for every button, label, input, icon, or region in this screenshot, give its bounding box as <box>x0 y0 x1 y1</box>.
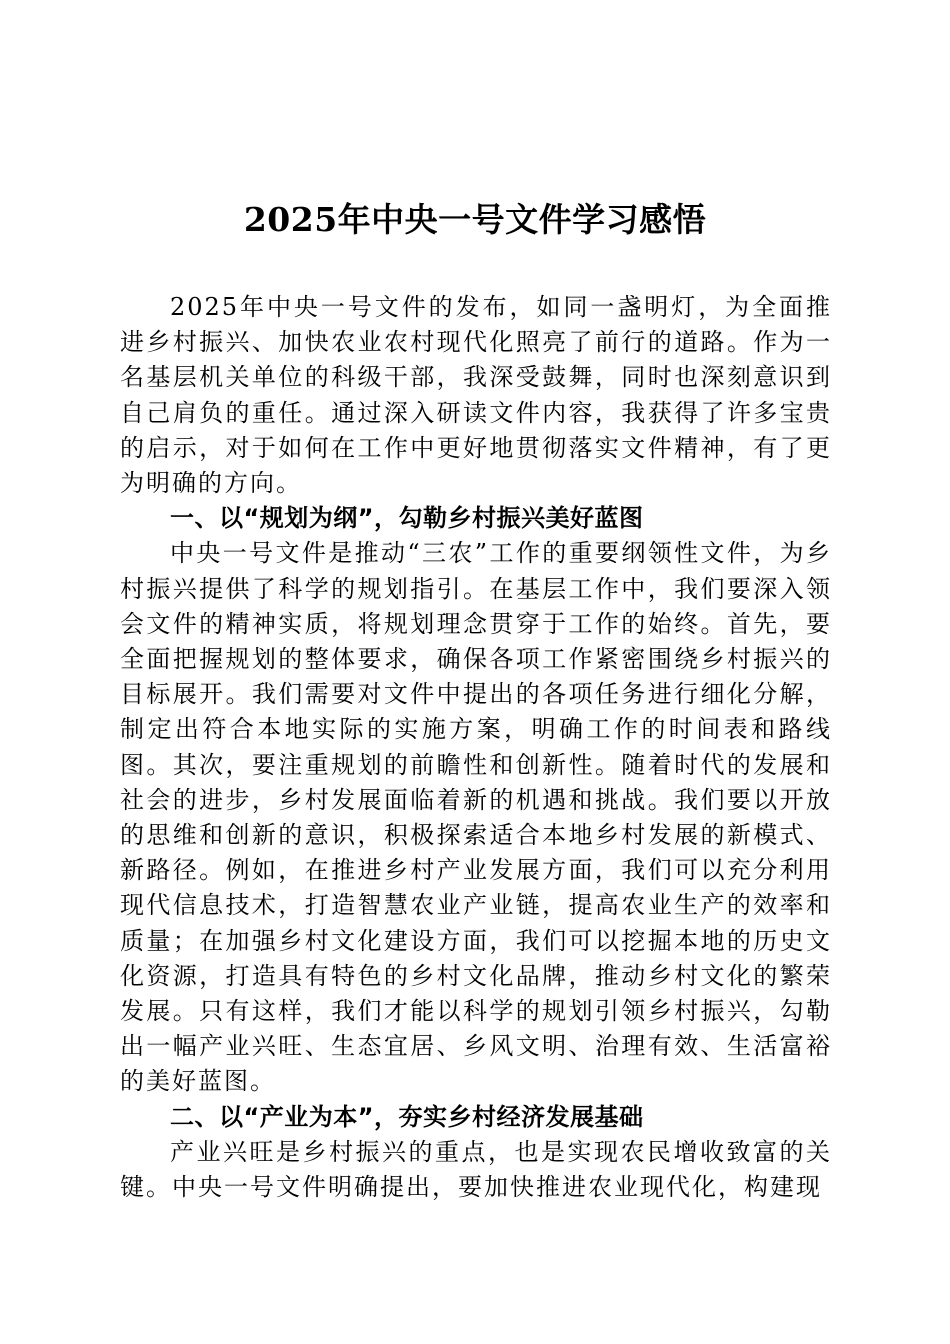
intro-paragraph: 2025年中央一号文件的发布，如同一盏明灯，为全面推进乡村振兴、加快农业农村现代化照亮了前行的道路。作为一名基层机关单位的科级干部，我深受鼓舞，同时也深刻意识到自己肩负的重任。通过深入研读文件内容，我获得了许多宝贵的启示，对于如何在工作中更好地贯彻落实文件精神，有了更为明确的方向。 <box>120 293 832 498</box>
section-1-paragraph: 中央一号文件是推动“三农”工作的重要纲领性文件，为乡村振兴提供了科学的规划指引。在基层工作中，我们要深入领会文件的精神实质，将规划理念贯穿于工作的始终。首先，要全面把握规划的整体要求，确保各项工作紧密围绕乡村振兴的目标展开。我们需要对文件中提出的各项任务进行细化分解，制定出符合本地实际的实施方案，明确工作的时间表和路线图。其次，要注重规划的前瞻性和创新性。随着时代的发展和社会的进步，乡村发展面临着新的机遇和挑战。我们要以开放的思维和创新的意识，积极探索适合本地乡村发展的新模式、新路径。例如，在推进乡村产业发展方面，我们可以充分利用现代信息技术，打造智慧农业产业链，提高农业生产的效率和质量；在加强乡村文化建设方面，我们可以挖掘本地的历史文化资源，打造具有特色的乡村文化品牌，推动乡村文化的繁荣发展。只有这样，我们才能以科学的规划引领乡村振兴，勾勒出一幅产业兴旺、生态宜居、乡风文明、治理有效、生活富裕的美好蓝图。 <box>120 539 832 1096</box>
section-heading-1: 一、以“规划为纲”，勾勒乡村振兴美好蓝图 <box>170 504 644 533</box>
section-heading-2: 二、以“产业为本”，夯实乡村经济发展基础 <box>170 1102 644 1131</box>
section-2-paragraph: 产业兴旺是乡村振兴的重点，也是实现农民增收致富的关键。中央一号文件明确提出，要加快推进农业现代化，构建现 <box>120 1137 832 1202</box>
document-title: 2025年中央一号文件学习感悟 <box>243 200 707 239</box>
document-body <box>120 290 832 1205</box>
